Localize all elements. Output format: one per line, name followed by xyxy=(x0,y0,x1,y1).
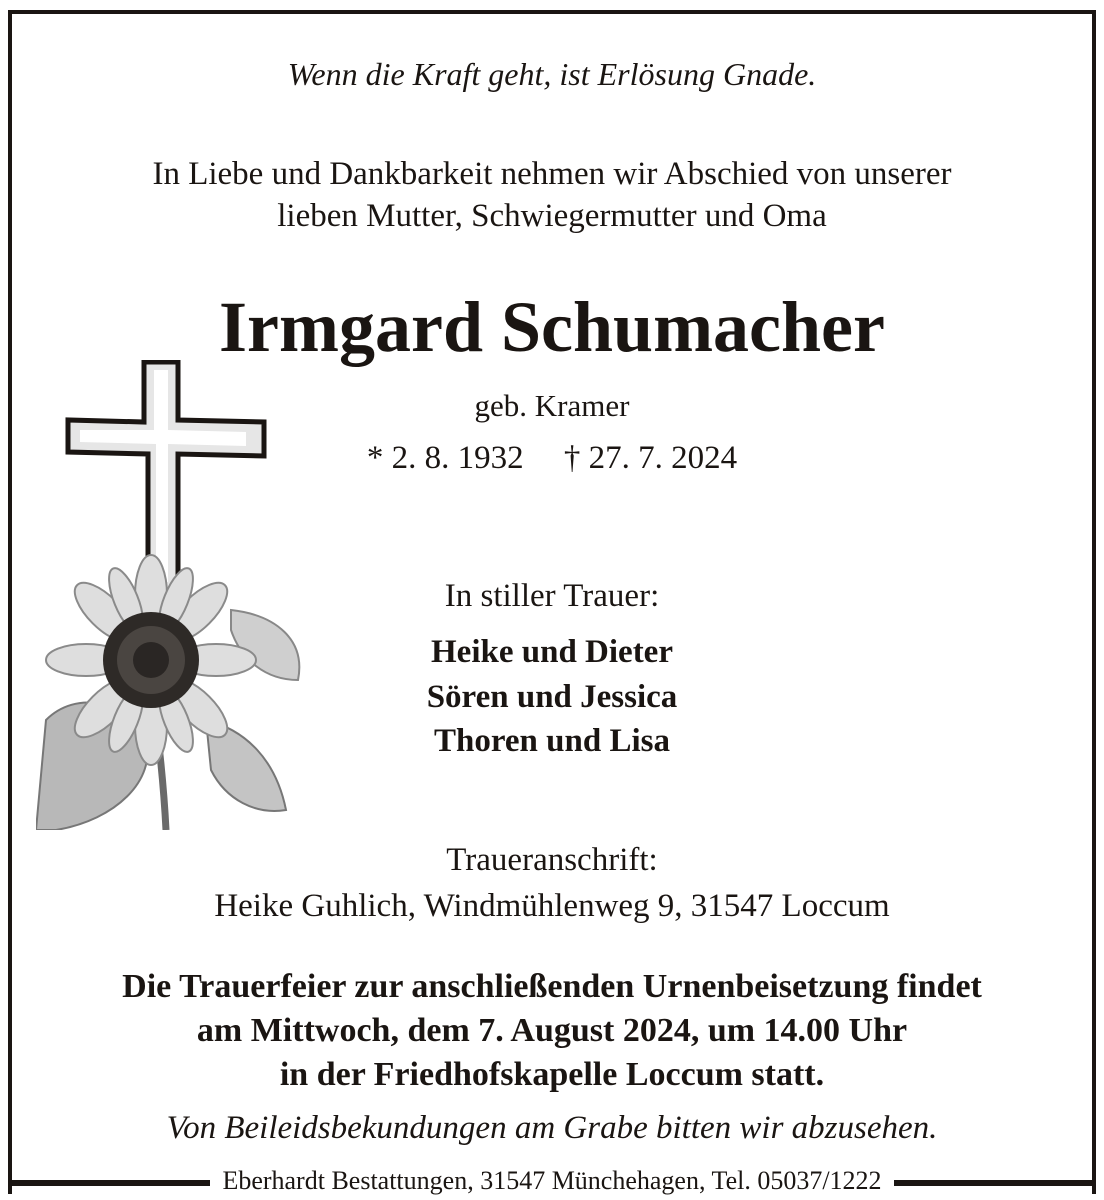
service-line-1: Die Trauerfeier zur anschließenden Urnenbeisetzung findet xyxy=(122,968,982,1005)
service-line-2: am Mittwoch, dem 7. August 2024, um 14.00 Uhr xyxy=(196,1012,908,1049)
deceased-name: Irmgard Schumacher xyxy=(219,287,885,367)
closing-note: Von Beileidsbekundungen am Grabe bitten wir abzusehen. xyxy=(166,1110,938,1146)
family-member: Heike und Dieter xyxy=(431,634,673,670)
birth-date: * 2. 8. 1932 xyxy=(366,440,524,476)
motto: Wenn die Kraft geht, ist Erlösung Gnade. xyxy=(287,56,817,92)
intro-line-1: In Liebe und Dankbarkeit nehmen wir Abschied von unserer xyxy=(152,156,952,192)
mourning-address: Heike Guhlich, Windmühlenweg 9, 31547 Loccum xyxy=(214,888,890,924)
intro-line-2: lieben Mutter, Schwiegermutter und Oma xyxy=(277,198,827,234)
footer xyxy=(0,1166,1104,1196)
funeral-home: Eberhardt Bestattungen, 31547 Münchehagen, Tel. 05037/1222 xyxy=(210,1166,893,1196)
birth-name: geb. Kramer xyxy=(474,388,630,423)
family-member: Thoren und Lisa xyxy=(434,723,670,759)
mourning-label: In stiller Trauer: xyxy=(444,578,660,614)
death-date: † 27. 7. 2024 xyxy=(563,440,738,476)
address-label: Traueranschrift: xyxy=(446,842,658,878)
service-line-3: in der Friedhofskapelle Loccum statt. xyxy=(279,1056,825,1093)
family-member: Sören und Jessica xyxy=(426,679,678,715)
